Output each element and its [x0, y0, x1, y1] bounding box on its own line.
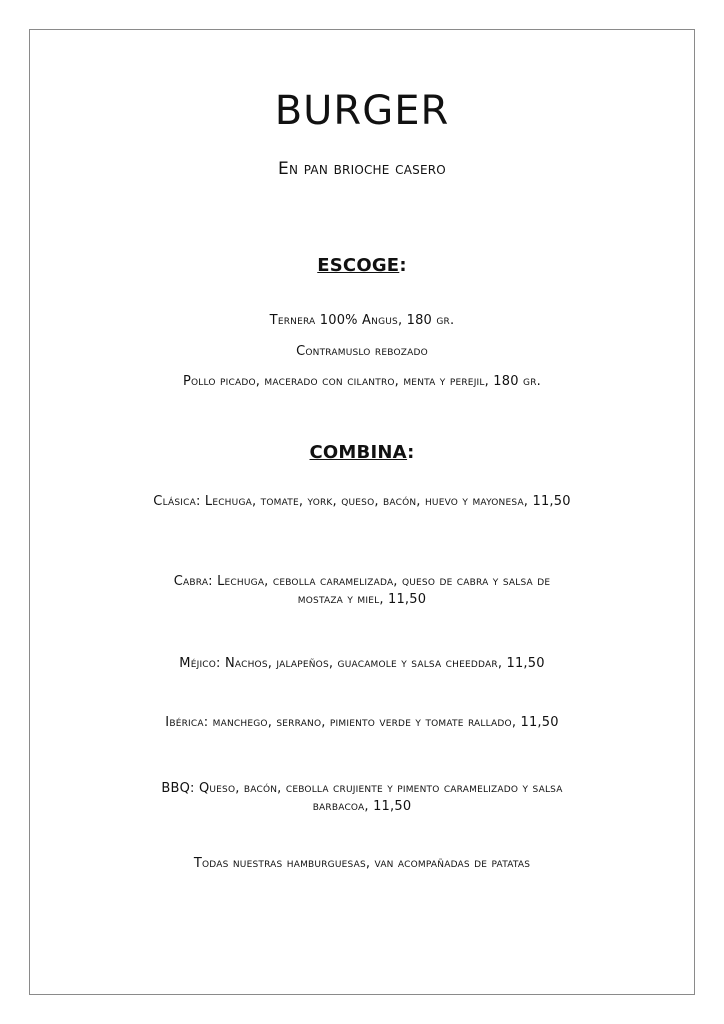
escoge-heading [29, 255, 695, 276]
escoge-heading-text: ESCOGE [317, 255, 400, 276]
burger-cabra-line1: Cabra: Lechuga, cebolla caramelizada, queso de cabra y salsa de [173, 574, 551, 589]
menu-subtitle: En pan brioche casero [278, 159, 446, 179]
protein-option-contramuslo: Contramuslo rebozado [296, 344, 428, 359]
combina-heading-colon: : [407, 442, 415, 463]
protein-option-pollo: Pollo picado, macerado con cilantro, menta y perejil, 180 gr. [182, 374, 541, 389]
burger-mejico: Méjico: Nachos, jalapeños, guacamole y salsa cheeddar, 11,50 [179, 656, 545, 671]
burger-clasica: Clásica: Lechuga, tomate, york, queso, bacón, huevo y mayonesa, 11,50 [153, 494, 571, 509]
combina-heading-text: COMBINA [309, 442, 408, 463]
footer-note: Todas nuestras hamburguesas, van acompañadas de patatas [193, 856, 531, 871]
protein-option-ternera: Ternera 100% Angus, 180 gr. [269, 313, 455, 328]
burger-iberica: Ibérica: manchego, serrano, pimiento verde y tomate rallado, 11,50 [165, 715, 559, 730]
burger-bbq-line1: BBQ: Queso, bacón, cebolla crujiente y pimento caramelizado y salsa [161, 781, 563, 796]
burger-cabra-line2: mostaza y miel, 11,50 [297, 592, 427, 607]
burger-bbq-line2: barbacoa, 11,50 [312, 799, 412, 814]
combina-heading [29, 442, 695, 463]
menu-title: BURGER [274, 88, 450, 134]
escoge-heading-colon: : [399, 255, 407, 276]
